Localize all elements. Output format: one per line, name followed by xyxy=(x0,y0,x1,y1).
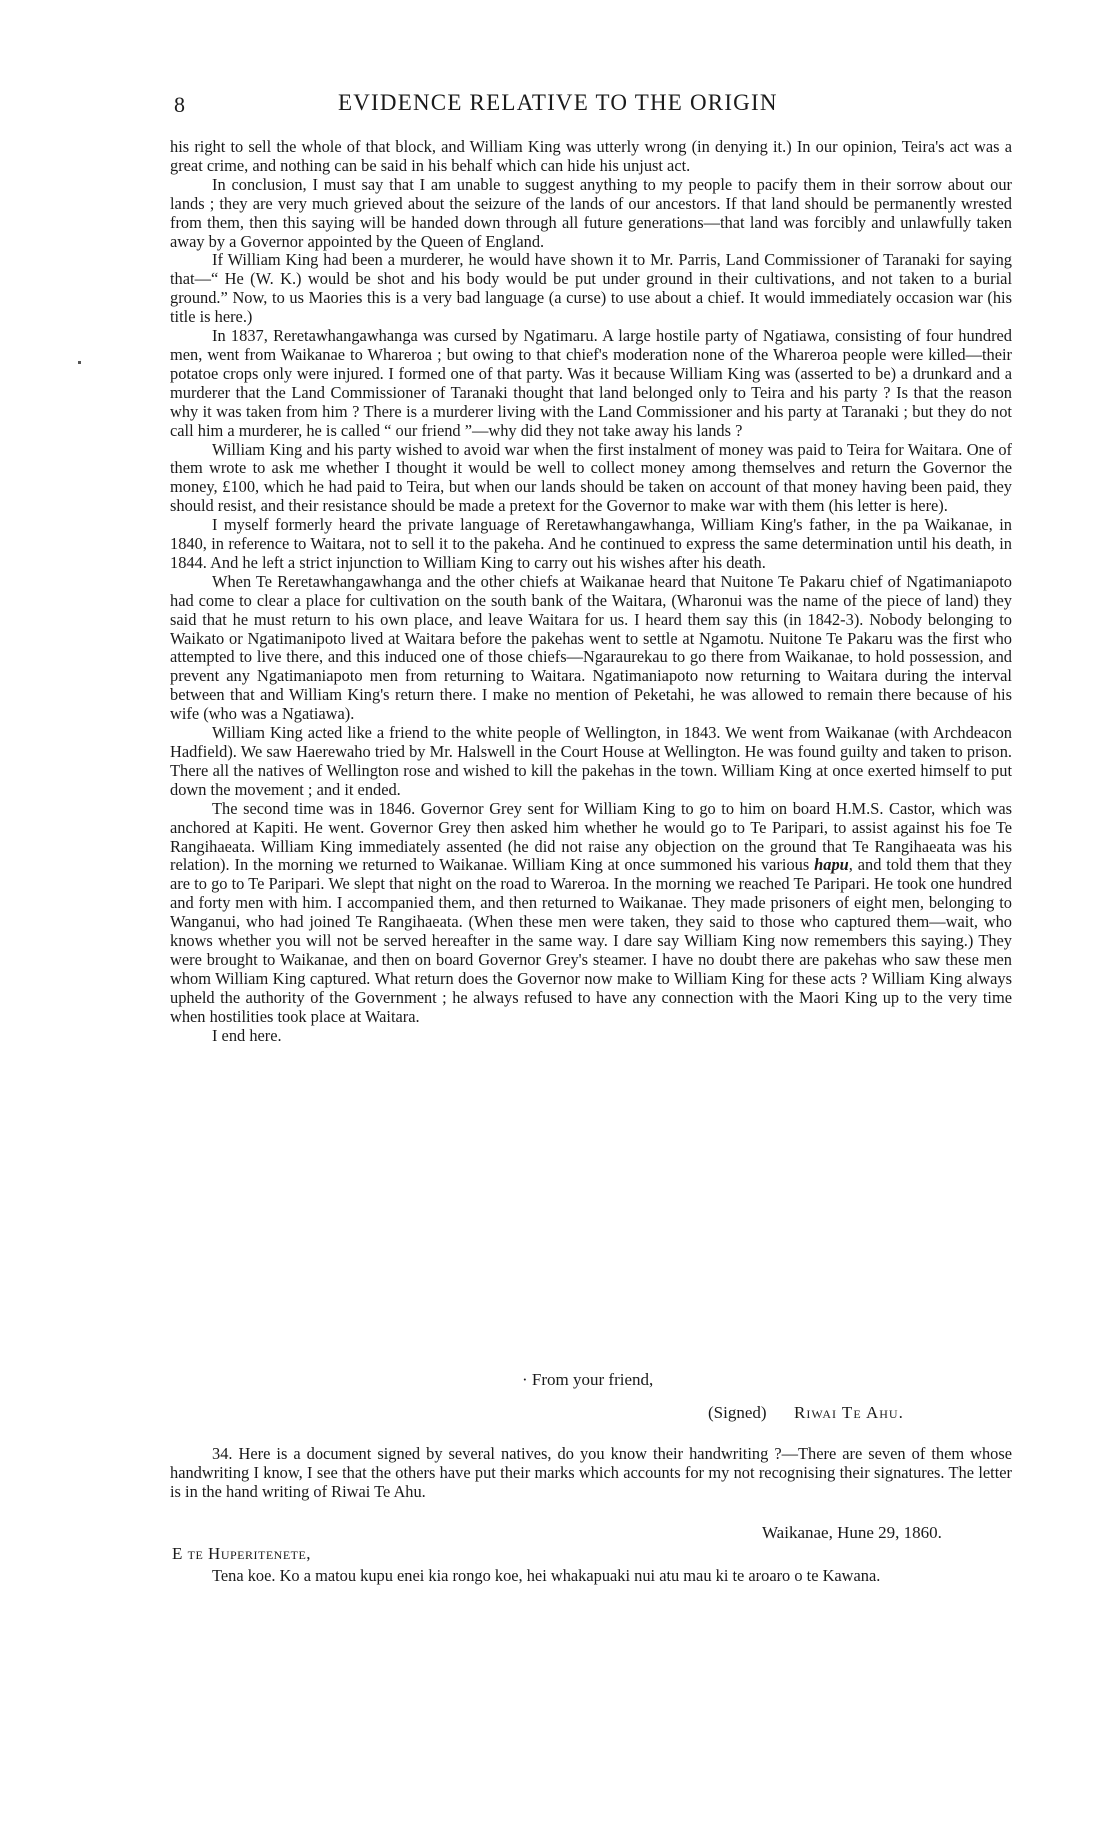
maori-letter-body: Tena koe. Ko a matou kupu enei kia rongo koe, hei whakapuaki nui atu mau ki te aroaro o te Kawana. xyxy=(212,1566,881,1585)
paragraph-1837-curse: In 1837, Reretawhangawhanga was cursed by Ngatimaru. A large hostile party of Ngatiawa, consisting of four hundred men, went from Waikanae to Whareroa ; but owing to that chief's moderation none of the Whareroa people were killed—their potatoe crops only were injured. I formed one of that party. Was it because William King was (asserted to be) a drunkard and a murderer that the Land Commissioner of Taranaki thought that land belonged only to Teira and his party ? Is that the reason why it was taken from him ? There is a murderer living with the Land Commissioner and his party at Taranaki ; but they do not call him a murderer, he is called “ our friend ”—why did they not take away his lands ? xyxy=(170,326,1012,440)
paragraph-1846-part-1: The second time was in 1846. Governor Grey sent for William King to go to him on board H.M.S. Castor, which was anchored at Kapiti. He went. Governor Grey then asked him whether he would go to Te Paripari, to assist against his foe Te Rangihaeata. William King immediately assented (he did not raise any objection on the ground that Te Rangihaeata was his relation). In the morning we returned to Waikanae. William King at once summoned his various xyxy=(170,798,1012,875)
page-number: 8 xyxy=(174,92,185,117)
hapu-term: hapu xyxy=(814,855,849,875)
signed-label: (Signed) xyxy=(708,1403,767,1422)
paragraph-nuitone-te-pakaru: When Te Reretawhangawhanga and the other chiefs at Waikanae heard that Nuitone Te Pakaru chief of Ngatimaniapoto had come to clear a place for cultivation on the south bank of the Waitara, (Wharonui was the name of the piece of land) they said that he must return to his own place, and leave Waitara for us. I heard them say this (in 1842-3). Nobody belonging to Waikato or Ngatimanipoto lived at Waitara before the pakehas went to settle at Ngamotu. Nuitone Te Pakaru was the first who attempted to live there, and this induced one of those chiefs—Ngaraurekau to go there from Waikanae, to hold possession, and prevent any Ngatimaniapoto men from returning to Waitara. Ngatimaniapoto now returning to Waitara during the interval between that and William King's return there. I make no mention of Peketahi, he was allowed to remain there because of his wife (who was a Ngatiawa). xyxy=(170,571,1012,724)
paragraph-conclusion: In conclusion, I must say that I am unable to suggest anything to my people to pacify them in their sorrow about our lands ; they are very much grieved about the seizure of the lands of our ancestors. If that land should be permanently wrested from them, then this saying will be handed down through all future generations—that land was forcibly and unlawfully taken away by a Governor appointed by the Queen of England. xyxy=(170,174,1012,251)
paragraph-murderer-claim: If William King had been a murderer, he would have shown it to Mr. Parris, Land Commissioner of Taranaki for saying that—“ He (W. K.) would be shot and his body would be put under ground in their cultivations, and not taken to a burial ground.” Now, to us Maories this is a very bad language (a curse) to use about a chief. It would immediately occasion war (his title is here.) xyxy=(170,250,1012,327)
paragraph-first-instalment: William King and his party wished to avoid war when the first instalment of money was paid to Teira for Waitara. One of them wrote to ask me whether I thought it would be well to collect money among themselves and return the Governor the money, £100, which he had paid to Teira, but when our lands should be taken on account of that money having been paid, they should resist, and their resistance should be made a pretext for the Governor to make war with them (his letter is here). xyxy=(170,439,1012,516)
letter-closing: · From your friend, xyxy=(522,1370,654,1389)
question-34: 34. Here is a document signed by several natives, do you know their handwriting ?—There are seven of them whose handwriting I know, I see that the others have put their marks which accounts for my not recognising their signatures. The letter is in the hand writing of Riwai Te Ahu. xyxy=(170,1444,1012,1501)
signer-name: Riwai Te Ahu. xyxy=(794,1403,904,1422)
maori-letter-salutation: E te Huperitenete, xyxy=(172,1544,312,1563)
letter-body xyxy=(170,138,1012,1046)
paragraph-1846-part-2: , and told them that they are to go to Te Paripari. We slept that night on the road to Wareroa. In the morning we reached Te Paripari. He took one hundred and forty men with him. I accompanied them, and then returned to Waikanae. They made prisoners of eight men, belonging to Wanganui, who had joined Te Rangihaeata. (When these men were taken, they said to those who captured them—wait, who knows whether you will not be served hereafter in the same way. I dare say William King now remembers this saying.) They were brought to Waikanae, and then on board Governor Grey's steamer. I have no doubt there are pakehas who saw these men whom William King captured. What return does the Governor now make to William King for these acts ? William King always upheld the authority of the Government ; he always refused to have any connection with the Maori King up to the very time when hostilities took place at Waitara. xyxy=(170,855,1012,1026)
running-head: EVIDENCE RELATIVE TO THE ORIGIN xyxy=(338,90,778,115)
closing-text: From your friend, xyxy=(531,1370,654,1389)
paragraph-wellington-1843: William King acted like a friend to the white people of Wellington, in 1843. We went from Waikanae (with Archdeacon Hadfield). We saw Haerewaho tried by Mr. Halswell in the Court House at Wellington. He was found guilty and taken to prison. There all the natives of Wellington rose and wished to kill the pakehas in the town. William King at once exerted himself to put down the movement ; and it ended. xyxy=(170,723,1012,799)
paragraph-private-language: I myself formerly heard the private language of Reretawhangawhanga, William King's father, in the pa Waikanae, in 1840, in reference to Waitara, not to sell it to the pakeha. And he continued to express the same determination until his death, in 1844. And he left a strict injunction to William King to carry out his wishes after his death. xyxy=(170,515,1012,572)
maori-letter-dateline: Waikanae, Hune 29, 1860. xyxy=(762,1523,942,1542)
margin-mark xyxy=(78,361,81,364)
paragraph-continuation: his right to sell the whole of that block, and William King was utterly wrong (in denying it.) In our opinion, Teira's act was a great crime, and nothing can be said in his behalf which can hide his unjust act. xyxy=(170,137,1012,175)
paragraph-end: I end here. xyxy=(212,1025,282,1045)
paragraph-1846 xyxy=(170,800,1012,1027)
